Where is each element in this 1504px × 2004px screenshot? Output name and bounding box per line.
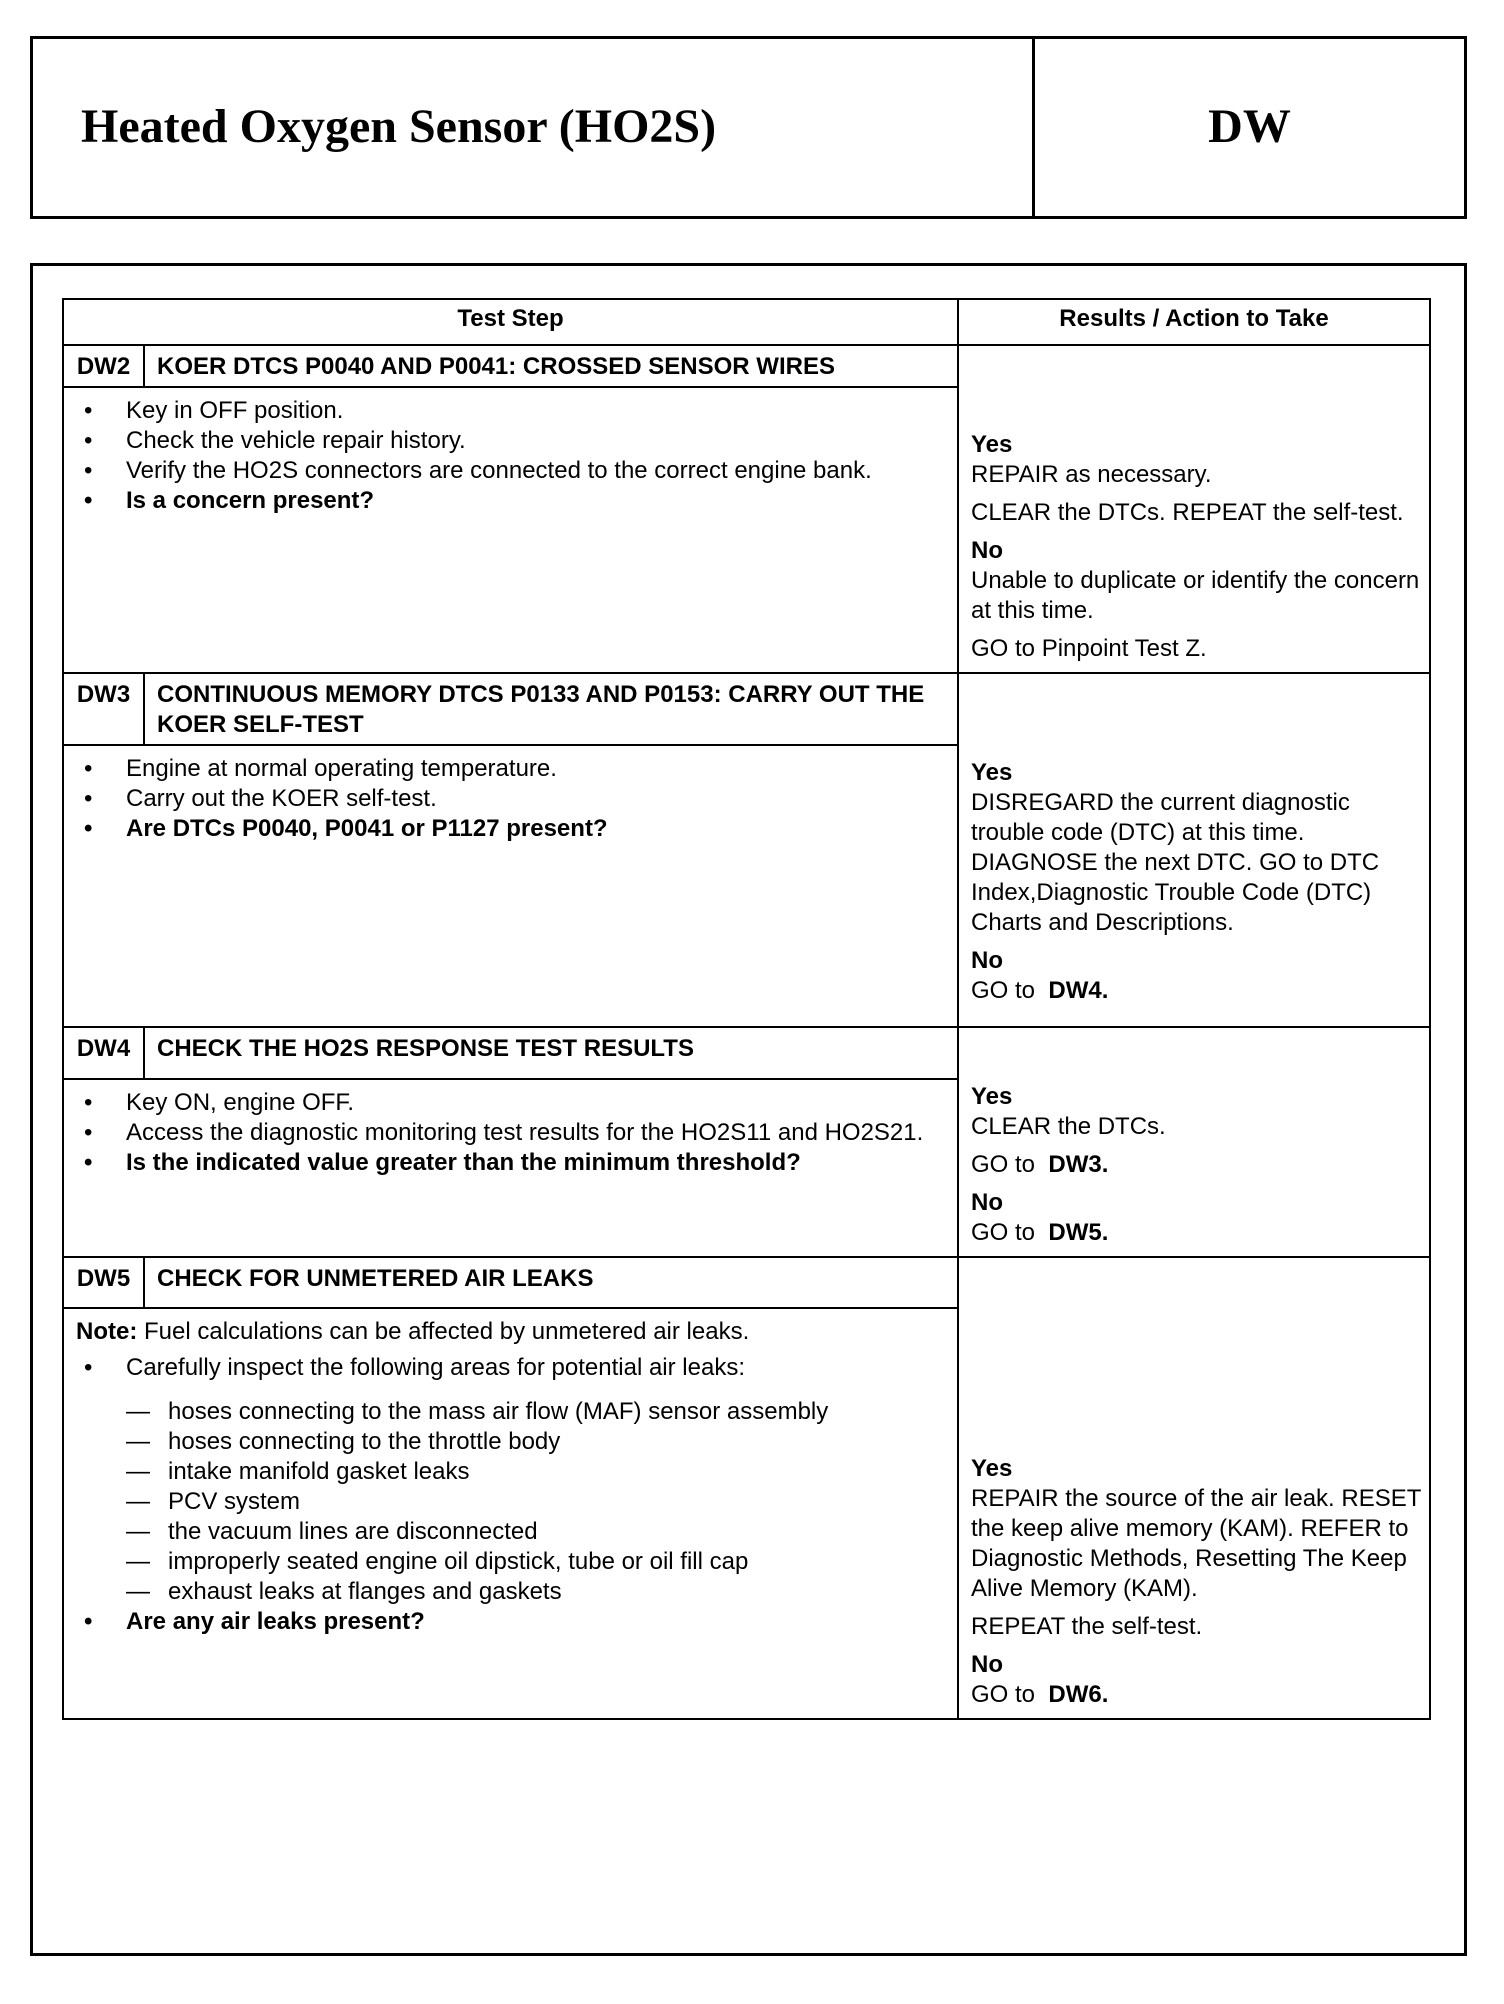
goto-target: DW3. [1048, 1151, 1109, 1178]
step-code: DW3 [63, 673, 144, 745]
bullet-item: • Engine at normal operating temperature. [76, 754, 947, 784]
bullet-item: • Check the vehicle repair history. [76, 426, 947, 456]
step-result [958, 1257, 1430, 1719]
yes-label: Yes [971, 759, 1013, 786]
step-code: DW4 [63, 1027, 144, 1079]
yes-label: Yes [971, 431, 1013, 458]
yes-action: REPEAT the self-test. [971, 1613, 1203, 1640]
note-label: Note: [76, 1318, 138, 1346]
step-heading: KOER DTCS P0040 AND P0041: CROSSED SENSOR WIRES [144, 345, 958, 387]
no-action: GO to Pinpoint Test Z. [971, 635, 1207, 662]
bullet-item: • Verify the HO2S connectors are connected to the correct engine bank. [76, 456, 947, 486]
step-result [958, 345, 1430, 673]
bullet-item: • Carry out the KOER self-test. [76, 784, 947, 814]
goto-text: GO to [971, 977, 1036, 1004]
dash-item: — the vacuum lines are disconnected [126, 1517, 947, 1547]
step-bullet-list [76, 1088, 947, 1178]
dash-item: — intake manifold gasket leaks [126, 1457, 947, 1487]
yes-action: REPAIR as necessary. [971, 461, 1212, 488]
step-heading-row [63, 1257, 1430, 1308]
step-body [63, 1308, 958, 1719]
no-label: No [971, 947, 1003, 974]
goto-text: GO to [971, 1219, 1036, 1246]
step-heading-row [63, 345, 1430, 387]
step-question: • Is a concern present? [76, 486, 947, 516]
dash-item: — PCV system [126, 1487, 947, 1517]
step-heading: CONTINUOUS MEMORY DTCS P0133 AND P0153: CARRY OUT THE KOER SELF-TEST [144, 673, 958, 745]
no-action [971, 1680, 1425, 1710]
column-header-results: Results / Action to Take [958, 299, 1430, 345]
yes-action: CLEAR the DTCs. REPEAT the self-test. [971, 499, 1404, 526]
step-code: DW5 [63, 1257, 144, 1308]
section-code: DW [1208, 100, 1291, 153]
goto-target: DW6. [1048, 1681, 1109, 1708]
dash-item: — hoses connecting to the throttle body [126, 1427, 947, 1457]
table-header-row [63, 299, 1430, 345]
dash-list [126, 1397, 947, 1607]
step-heading-row [63, 673, 1430, 745]
step-bullet-list [76, 1353, 947, 1637]
step-result [958, 1027, 1430, 1257]
step-body [63, 387, 958, 673]
title-cell [33, 39, 1035, 216]
step-bullet-list [76, 396, 947, 516]
yes-action: REPAIR the source of the air leak. RESET the keep alive memory (KAM). REFER to Diagnostic Methods, Resetting The Keep Alive Memory (KAM). [971, 1485, 1421, 1602]
step-heading: CHECK THE HO2S RESPONSE TEST RESULTS [144, 1027, 958, 1079]
title-block [30, 36, 1467, 219]
yes-action: CLEAR the DTCs. [971, 1113, 1166, 1140]
goto-text: GO to [971, 1151, 1036, 1178]
yes-label: Yes [971, 1083, 1013, 1110]
page-title: Heated Oxygen Sensor (HO2S) [81, 100, 717, 153]
yes-label: Yes [971, 1455, 1013, 1482]
goto-text: GO to [971, 1681, 1036, 1708]
no-action [971, 976, 1425, 1006]
goto-target: DW5. [1048, 1219, 1109, 1246]
bullet-item: • Access the diagnostic monitoring test results for the HO2S11 and HO2S21. [76, 1118, 947, 1148]
step-body [63, 745, 958, 1027]
bullet-item [76, 1353, 947, 1607]
bullet-text: Carefully inspect the following areas for potential air leaks: [126, 1354, 745, 1382]
step-note [76, 1317, 947, 1347]
no-label: No [971, 1189, 1003, 1216]
goto-target: DW4. [1048, 977, 1109, 1004]
step-heading-row [63, 1027, 1430, 1079]
step-result [958, 673, 1430, 1027]
no-label: No [971, 1651, 1003, 1678]
yes-action [971, 1150, 1425, 1180]
dash-item: — exhaust leaks at flanges and gaskets [126, 1577, 947, 1607]
column-header-test-step: Test Step [63, 299, 958, 345]
step-code: DW2 [63, 345, 144, 387]
step-question: • Is the indicated value greater than the minimum threshold? [76, 1148, 947, 1178]
step-heading: CHECK FOR UNMETERED AIR LEAKS [144, 1257, 958, 1308]
note-text: Fuel calculations can be affected by unmetered air leaks. [137, 1318, 750, 1346]
dash-item: — improperly seated engine oil dipstick, tube or oil fill cap [126, 1547, 947, 1577]
yes-action: DISREGARD the current diagnostic trouble code (DTC) at this time. DIAGNOSE the next DTC. GO to DTC Index,Diagnostic Trouble Code (DTC) Charts and Descriptions. [971, 789, 1380, 936]
step-bullet-list [76, 754, 947, 844]
no-action: Unable to duplicate or identify the concern at this time. [971, 567, 1420, 624]
step-question: • Are DTCs P0040, P0041 or P1127 present? [76, 814, 947, 844]
no-label: No [971, 537, 1003, 564]
step-body [63, 1079, 958, 1257]
no-action [971, 1218, 1425, 1248]
bullet-item: • Key ON, engine OFF. [76, 1088, 947, 1118]
dash-item: — hoses connecting to the mass air flow (MAF) sensor assembly [126, 1397, 947, 1427]
step-question: • Are any air leaks present? [76, 1607, 947, 1637]
bullet-item: • Key in OFF position. [76, 396, 947, 426]
test-step-table [62, 298, 1431, 1720]
